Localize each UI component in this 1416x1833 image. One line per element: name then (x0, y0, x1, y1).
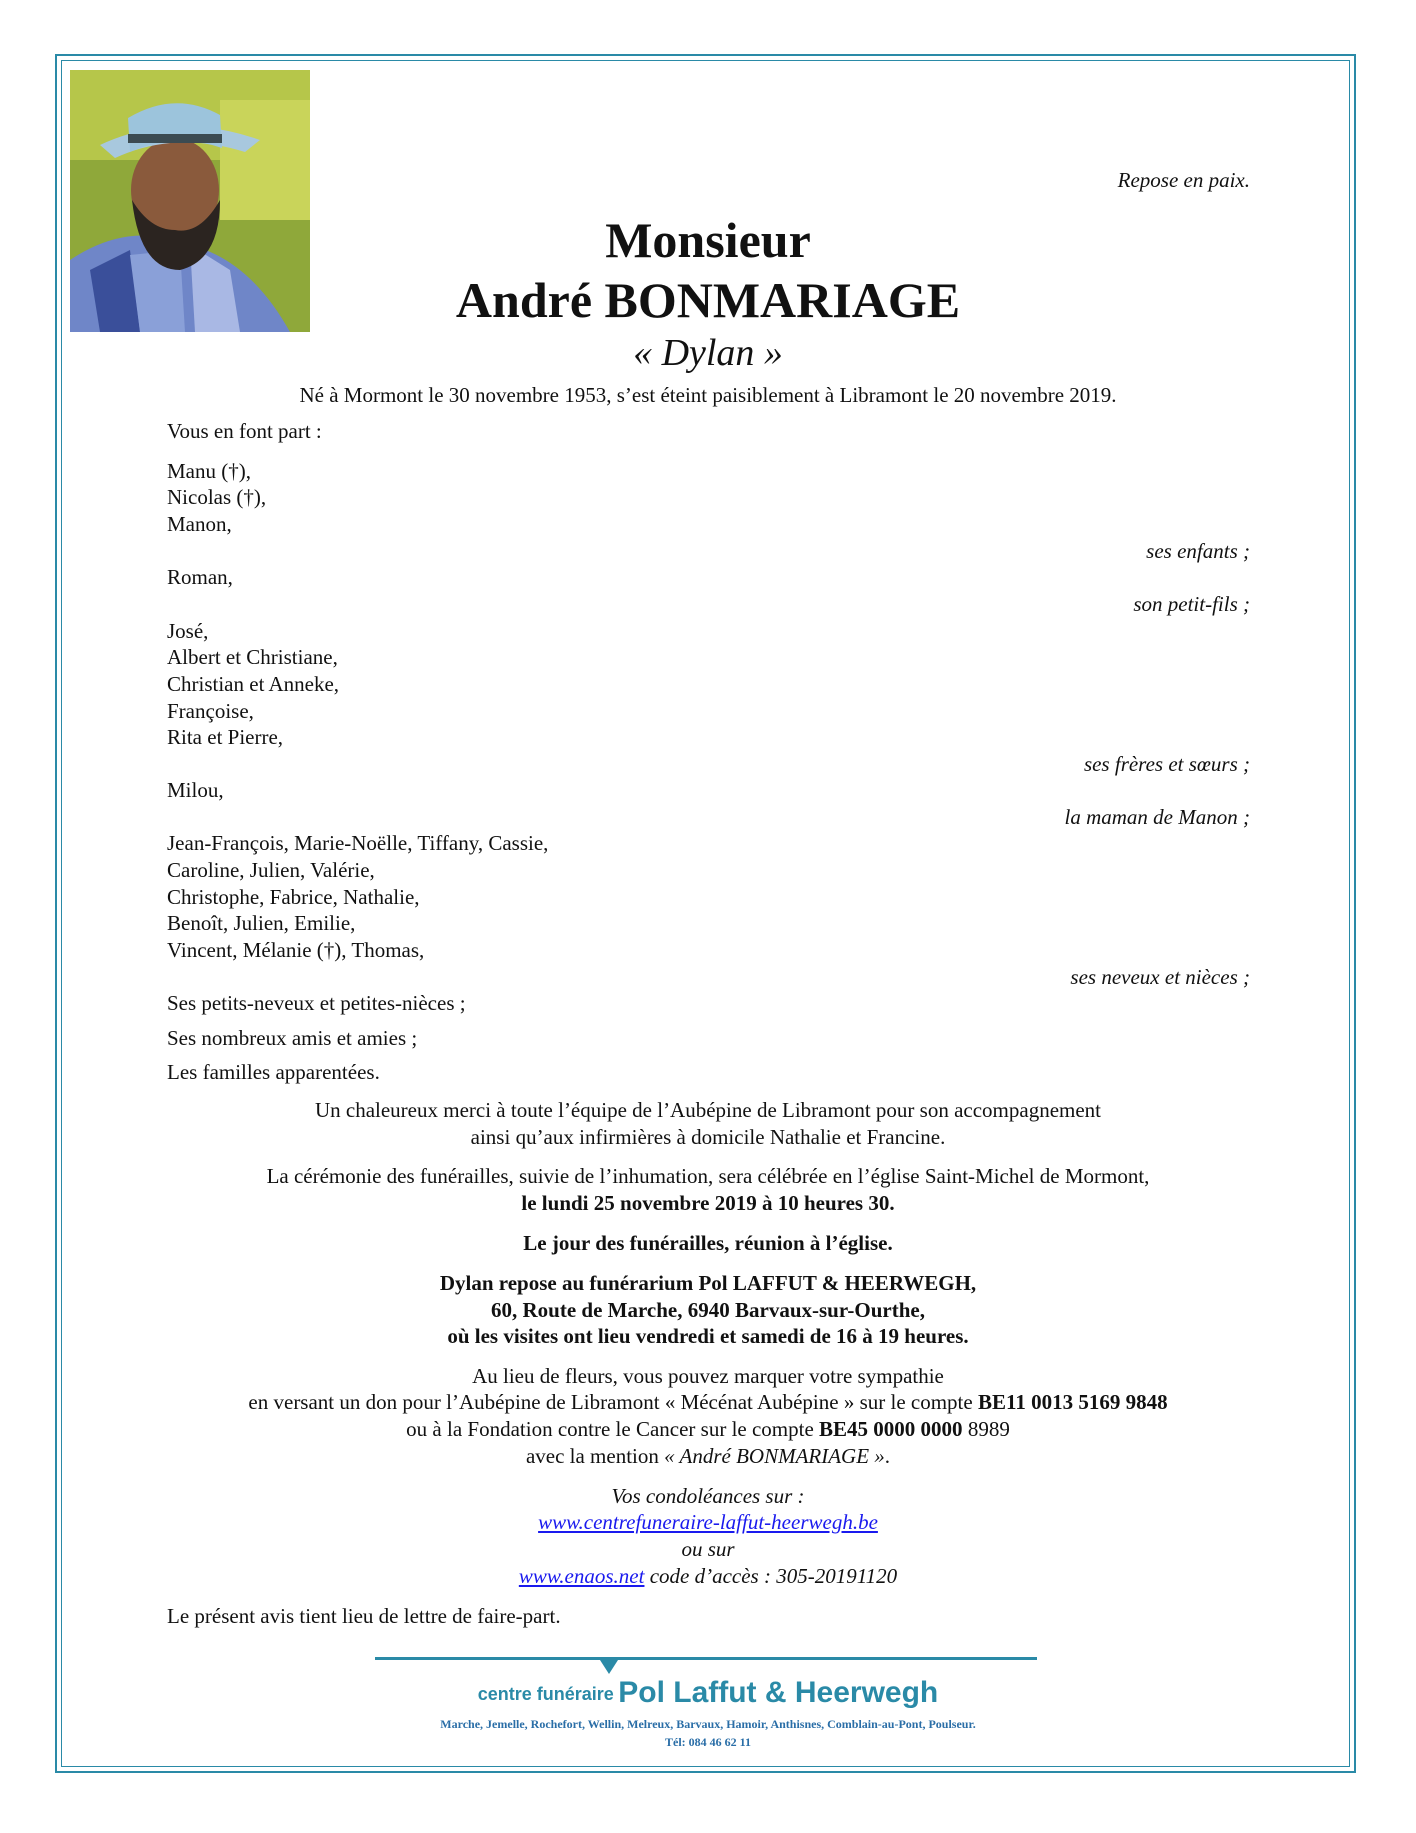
repose-en-paix: Repose en paix. (1117, 168, 1250, 192)
footer-logo (0, 1676, 1416, 1710)
family-sibling: Françoise, (167, 699, 254, 723)
family-child: Manon, (167, 512, 232, 536)
family-mother-of-manon: Milou, (167, 778, 224, 802)
thanks-line-1: Un chaleureux merci à toute l’équipe de l’Aubépine de Libramont pour son accompagnement (314, 1098, 1102, 1122)
donation-line-2 (0, 1389, 1416, 1416)
family-other: Ses petits-neveux et petites-nièces ; (167, 991, 466, 1015)
family-nephews: Caroline, Julien, Valérie, (167, 858, 375, 882)
family-grandson: Roman, (167, 565, 233, 589)
footer-triangle-icon (600, 1660, 618, 1674)
title-civility: Monsieur (605, 212, 811, 268)
relation-nephews: ses neveux et nièces ; (1070, 965, 1250, 989)
family-child: Nicolas (†), (167, 485, 267, 509)
family-sibling: Albert et Christiane, (167, 645, 338, 669)
intro-text: Vous en font part : (167, 419, 322, 443)
account-cancer-bold: BE45 0000 0000 (819, 1417, 963, 1441)
donation-line-1: Au lieu de fleurs, vous pouvez marquer votre sympathie (472, 1364, 944, 1388)
family-nephews: Jean-François, Marie-Noëlle, Tiffany, Cassie, (167, 831, 549, 855)
family-sibling: José, (167, 619, 209, 643)
footer-divider (375, 1657, 1037, 1660)
family-nephews: Benoît, Julien, Emilie, (167, 911, 356, 935)
ceremony-meeting: Le jour des funérailles, réunion à l’église. (523, 1231, 893, 1255)
ceremony-date: le lundi 25 novembre 2019 à 10 heures 30. (521, 1191, 895, 1215)
donation-text: en versant un don pour l’Aubépine de Libramont « Mécénat Aubépine » sur le compte (248, 1390, 978, 1414)
birth-death-line: Né à Mormont le 30 novembre 1953, s’est éteint paisiblement à Libramont le 20 novembre 2019. (299, 383, 1117, 407)
footer-phone: Tél: 084 46 62 11 (665, 1735, 751, 1749)
relation-mother: la maman de Manon ; (1064, 805, 1250, 829)
thanks-line-2: ainsi qu’aux infirmières à domicile Nathalie et Francine. (470, 1125, 946, 1149)
relation-grandson: son petit-fils ; (1133, 592, 1250, 616)
footer-locations: Marche, Jemelle, Rochefort, Wellin, Melreux, Barvaux, Hamoir, Anthisnes, Comblain-au-Pont, Poulseur. (440, 1717, 976, 1731)
condolences-or: ou sur (681, 1537, 735, 1561)
condolences-link-1-row (0, 1509, 1416, 1536)
family-other: Les familles apparentées. (167, 1060, 380, 1084)
funerarium-visits: où les visites ont lieu vendredi et samedi de 16 à 19 heures. (447, 1324, 969, 1348)
donation-text: ou à la Fondation contre le Cancer sur le compte (406, 1417, 820, 1441)
funerarium-line-1: Dylan repose au funérarium Pol LAFFUT & HEERWEGH, (439, 1271, 977, 1295)
donation-mention: « André BONMARIAGE » (664, 1444, 885, 1468)
family-sibling: Christian et Anneke, (167, 672, 340, 696)
condolences-label: Vos condoléances sur : (611, 1484, 805, 1508)
relation-siblings: ses frères et sœurs ; (1083, 752, 1250, 776)
account-aubepine: BE11 0013 5169 9848 (977, 1390, 1168, 1414)
donation-text: . (884, 1444, 891, 1468)
donation-line-3 (0, 1416, 1416, 1443)
footer-brand-name: Pol Laffut & Heerwegh (618, 1676, 939, 1709)
relation-children: ses enfants ; (1146, 539, 1250, 563)
condolences-link-2-row (0, 1563, 1416, 1590)
nickname: « Dylan » (633, 332, 783, 374)
family-sibling: Rita et Pierre, (167, 725, 284, 749)
donation-line-4 (0, 1443, 1416, 1470)
condolences-link-funeral-center[interactable]: www.centrefuneraire-laffut-heerwegh.be (538, 1510, 878, 1534)
family-nephews: Christophe, Fabrice, Nathalie, (167, 885, 420, 909)
funerarium-address: 60, Route de Marche, 6940 Barvaux-sur-Ourthe, (491, 1298, 925, 1322)
title-name: André BONMARIAGE (455, 272, 961, 328)
account-cancer-rest: 8989 (962, 1417, 1010, 1441)
condolences-access-code: code d’accès : 305-20191120 (644, 1564, 898, 1588)
donation-text: avec la mention (525, 1444, 665, 1468)
condolences-link-enaos[interactable]: www.enaos.net (518, 1564, 645, 1588)
family-other: Ses nombreux amis et amies ; (167, 1026, 418, 1050)
footer-small-label: centre funéraire (477, 1684, 614, 1704)
closing-text: Le présent avis tient lieu de lettre de faire-part. (167, 1604, 561, 1628)
family-nephews: Vincent, Mélanie (†), Thomas, (167, 938, 425, 962)
ceremony-line-1: La cérémonie des funérailles, suivie de l’inhumation, sera célébrée en l’église Saint-Michel de Mormont, (266, 1164, 1150, 1188)
family-child: Manu (†), (167, 459, 251, 483)
